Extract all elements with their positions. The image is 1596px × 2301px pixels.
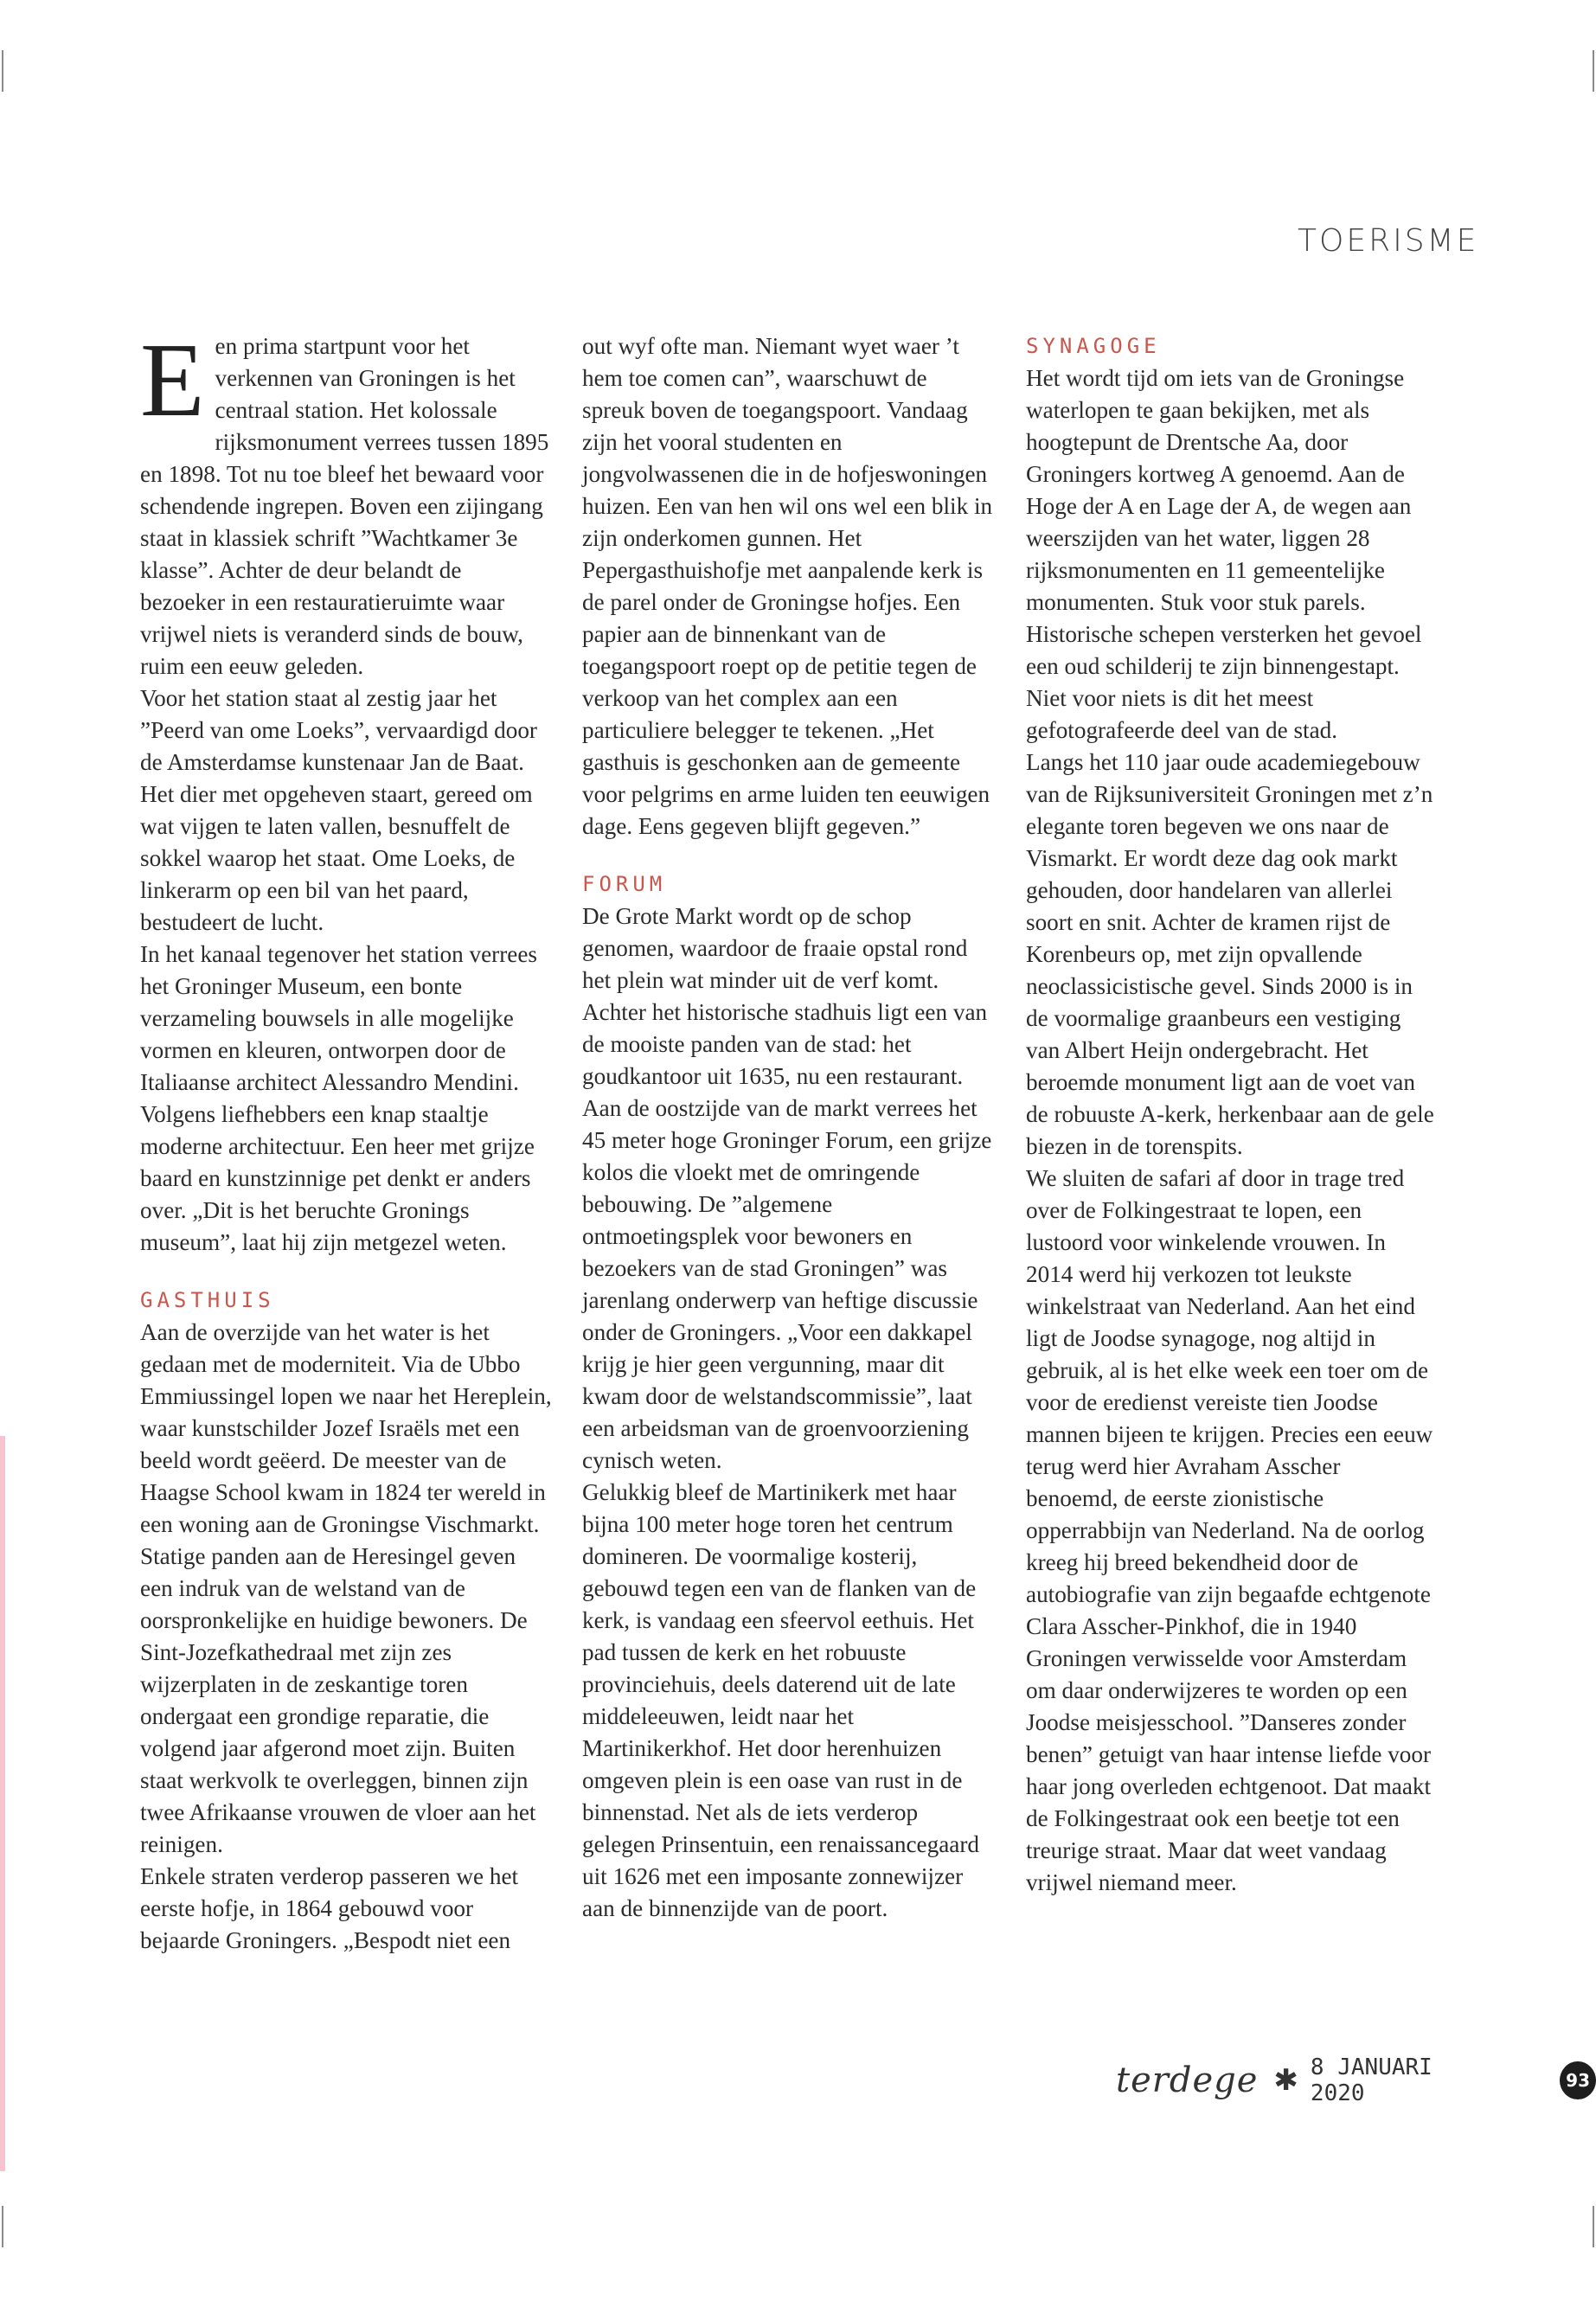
issue-date: 8 JANUARI 2020: [1310, 2054, 1433, 2106]
paragraph: Enkele straten verderop passeren we het eerste hofje, in 1864 gebouwd voor bejaarde Groningers. „Bespodt niet een: [140, 1863, 519, 1953]
paragraph: In het kanaal tegenover het station verrees het Groninger Museum, een bonte verzameling bouwsels in alle mogelijke vormen en kleuren, ontworpen door de Italiaanse architect Alessandro Mendini. Volgens liefhebbers een knap staaltje moderne architectuur. Een heer met grijze baard en kunstzinnige pet denkt er anders over. „Dit is het beruchte Gronings museum”, laat hij zijn metgezel weten.: [140, 941, 537, 1255]
paragraph: Langs het 110 jaar oude academiegebouw van de Rijksuniversiteit Groningen met z’n elegante toren begeven we ons naar de Vismarkt. Er wordt deze dag ook markt gehouden, door handelaren van allerlei soort en snit. Achter de kramen rijst de Korenbeurs op, met zijn opvallende neoclassicistische gevel. Sinds 2000 is in de voormalige graanbeurs een vestiging van Albert Heijn ondergebracht. Het beroemde monument ligt aan de voet van de robuuste A-kerk, herkenbaar aan de gele biezen in de torenspits.: [1026, 749, 1434, 1159]
paragraph: De Grote Markt wordt op de schop genomen, waardoor de fraaie opstal rond het plein wat minder uit de verf komt. Achter het historische stadhuis ligt een van de mooiste panden van de stad: het goudkantoor uit 1635, nu een restaurant. Aan de oostzijde van de markt verrees het 45 meter hoge Groninger Forum, een grijze kolos die vloekt met de omringende bebouwing. De ”algemene ontmoetingsplek voor bewoners en bezoekers van de stad Groningen” was jarenlang onderwerp van heftige discussie onder de Groningers. „Voor een dakkapel krijg je hier geen vergunning, maar dit kwam door de welstandscommissie”, laat een arbeidsman van de groenvoorziening cynisch weten.: [582, 903, 992, 1473]
crop-mark-bottom-left: [2, 2206, 3, 2247]
paragraph: Het wordt tijd om iets van de Groningse waterlopen te gaan bekijken, met als hoogtepunt de Drentsche Aa, door Groningers kortweg A genoemd. Aan de Hoge der A en Lage der A, de wegen aan weerszijden van het water, liggen 28 rijksmonumenten en 11 gemeentelijke monumenten. Stuk voor stuk parels. Historische schepen versterken het gevoel een oud schilderij te zijn binnengestapt. Niet voor niets is dit het meest gefotografeerde deel van de stad.: [1026, 365, 1422, 743]
crop-mark-top-right: [1593, 50, 1594, 92]
crop-mark-bottom-right: [1593, 2206, 1594, 2247]
paragraph: out wyf ofte man. Niemant wyet waer ’t hem toe comen can”, waarschuwt de spreuk boven de toegangspoort. Vandaag zijn het vooral studenten en jongvolwassenen die in de hofjeswoningen huizen. Een van hen wil ons wel een blik in zijn onderkomen gunnen. Het Pepergasthuishofje met aanpalende kerk is de parel onder de Groningse hofjes. Een papier aan de binnenkant van de toegangspoort roept op de petitie tegen de verkoop van het complex aan een particuliere belegger te tekenen. „Het gasthuis is geschonken aan de gemeente voor pelgrims en arme luiden ten eeuwigen dage. Eens gegeven blijft gegeven.”: [582, 333, 993, 839]
drop-cap: E: [140, 322, 205, 439]
paragraph: Voor het station staat al zestig jaar het ”Peerd van ome Loeks”, vervaardigd door de Amsterdamse kunstenaar Jan de Baat. Het dier met opgeheven staart, gereed om wat vijgen te laten vallen, besnuffelt de sokkel waarop het staat. Ome Loeks, de linkerarm op een bil van het paard, bestudeert de lucht.: [140, 685, 537, 935]
page-footer: [1116, 2054, 1596, 2106]
intro-paragraph: [140, 322, 552, 683]
article-column-2: [582, 330, 994, 1925]
section-heading-forum: FORUM: [582, 872, 667, 896]
article-column-1: [140, 322, 552, 1957]
page-number: 93: [1560, 2061, 1596, 2099]
paragraph: Gelukkig bleef de Martinikerk met haar bijna 100 meter hoge toren het centrum domineren. De voormalige kosterij, gebouwd tegen een van de flanken van de kerk, is vandaag een sfeervol eethuis. Het pad tussen de kerk en het robuuste provinciehuis, deels daterend uit de late middeleeuwen, leidt naar het Martinikerkhof. Het door herenhuizen omgeven plein is een oase van rust in de binnenstad. Net als de iets verderop gelegen Prinsentuin, een renaissancegaard uit 1626 met een imposante zonnewijzer aan de binnenzijde van de poort.: [582, 1479, 979, 1921]
crop-mark-top-left: [2, 50, 3, 92]
section-heading-synagoge: SYNAGOGE: [1026, 334, 1161, 358]
magazine-logo: terdege: [1116, 2061, 1259, 2100]
page-edge-marker: [0, 1436, 5, 2171]
article-column-3: [1026, 330, 1438, 1899]
section-label: TOERISME: [1298, 223, 1479, 259]
intro-text: en prima startpunt voor het verkennen van Groningen is het centraal station. Het kolossale rijksmonument verrees tussen 1895 en 1898. Tot nu toe bleef het bewaard voor schendende ingrepen. Boven een zijingang staat in klassiek schrift ”Wachtkamer 3e klasse”. Achter de deur belandt de bezoeker in een restauratieruimte waar vrijwel niets is veranderd sinds de bouw, ruim een eeuw geleden.: [140, 333, 549, 679]
paragraph: We sluiten de safari af door in trage tred over de Folkingestraat te lopen, een lustoord voor winkelende vrouwen. In 2014 werd hij verkozen tot leukste winkelstraat van Nederland. Aan het eind ligt de Joodse synagoge, nog altijd in gebruik, al is het elke week een toer om de voor de eredienst vereiste tien Joodse mannen bijeen te krijgen. Precies een eeuw terug werd hier Avraham Asscher benoemd, de eerste zionistische opperrabbijn van Nederland. Na de oorlog kreeg hij breed bekendheid door de autobiografie van zijn begaafde echtgenote Clara Asscher-Pinkhof, die in 1940 Groningen verwisselde voor Amsterdam om daar onderwijzeres te worden op een Joodse meisjesschool. ”Danseres zonder benen” getuigt van haar intense liefde voor haar jong overleden echtgenoot. Dat maakt de Folkingestraat ook een beetje tot een treurige straat. Maar dat weet vandaag vrijwel niemand meer.: [1026, 1165, 1433, 1895]
paragraph: Aan de overzijde van het water is het gedaan met de moderniteit. Via de Ubbo Emmiussingel lopen we naar het Hereplein, waar kunstschilder Jozef Israëls met een beeld wordt geëerd. De meester van de Haagse School kwam in 1824 ter wereld in een woning aan de Groningse Vischmarkt. Statige panden aan de Heresingel geven een indruk van de welstand van de oorspronkelijke en huidige bewoners. De Sint-Jozefkathedraal met zijn zes wijzerplaten in de zeskantige toren ondergaat een grondige reparatie, die volgend jaar afgerond moet zijn. Buiten staat werkvolk te overleggen, binnen zijn twee Afrikaanse vrouwen de vloer aan het reinigen.: [140, 1319, 552, 1857]
star-icon: ✱: [1273, 2065, 1298, 2097]
section-heading-gasthuis: GASTHUIS: [140, 1288, 275, 1312]
